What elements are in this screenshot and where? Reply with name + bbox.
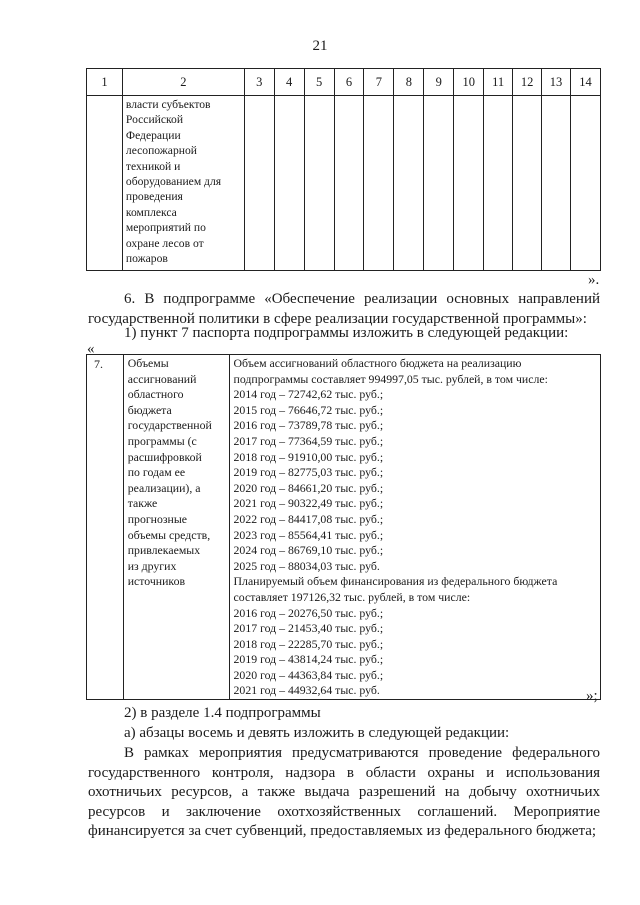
- header-cell: 14: [570, 69, 600, 96]
- opening-quote: «: [87, 341, 95, 357]
- regional-intro-line: Объем ассигнований областного бюджета на реализацию: [233, 356, 522, 370]
- table-cell: [334, 96, 364, 271]
- federal-year-line: 2018 год – 22285,70 тыс. руб.;: [233, 636, 384, 651]
- table-cell: [454, 96, 484, 271]
- federal-year-line: 2016 год – 20276,50 тыс. руб.;: [233, 605, 384, 620]
- item-number: 7.: [94, 357, 103, 371]
- header-cell: 5: [304, 69, 334, 96]
- header-cell: 2: [122, 69, 244, 96]
- regional-year-line: 2017 год – 77364,59 тыс. руб.;: [233, 433, 384, 448]
- page-number: 21: [312, 38, 328, 54]
- header-cell: 1: [87, 69, 123, 96]
- table-cell: [87, 355, 124, 700]
- table-cell: [122, 96, 244, 271]
- header-cell: 7: [364, 69, 394, 96]
- table-continuation: [86, 68, 601, 271]
- paragraph-6: 6. В подпрограмме «Обеспечение реализации основных направлений государственной политики в сфере реализации государственной программы»:: [88, 291, 600, 327]
- table-cell: [229, 355, 600, 700]
- federal-year-line: 2020 год – 44363,84 тыс. руб.;: [233, 667, 384, 682]
- paragraph-main: В рамках мероприятия предусматриваются проведение федерального государственного контроля, надзора в области охраны и использования охотничьих ресурсов, а также выдача разрешений на добычу охотничьих ресурсов и заключение охотхозяйственных соглашений. Мероприятие финансируется за счет субвенций, предоставляемых из федерального бюджета;: [88, 745, 600, 840]
- regional-year-line: 2023 год – 85564,41 тыс. руб.;: [233, 527, 384, 542]
- regional-intro-line: подпрограммы составляет 994997,05 тыс. рублей, в том числе:: [233, 371, 548, 386]
- paragraph-2: 2) в разделе 1.4 подпрограммы: [124, 705, 321, 721]
- item-name: Объемы ассигнований областного бюджета государственной программы (с расшифровкой по годам ее реализации), а также прогнозные объемы средств, привлекаемых из других источников: [127, 356, 212, 589]
- header-cell: 13: [542, 69, 571, 96]
- table-cell: [244, 96, 274, 271]
- regional-year-line: 2024 год – 86769,10 тыс. руб.;: [233, 543, 384, 558]
- header-cell: 11: [484, 69, 513, 96]
- header-cell: 8: [394, 69, 424, 96]
- table-cell: [274, 96, 304, 271]
- header-cell: 10: [454, 69, 484, 96]
- header-cell: 3: [244, 69, 274, 96]
- regional-year-line: 2022 год – 84417,08 тыс. руб.;: [233, 511, 384, 526]
- regional-year-line: 2025 год – 88034,03 тыс. руб.: [233, 558, 380, 573]
- regional-year-line: 2020 год – 84661,20 тыс. руб.;: [233, 480, 384, 495]
- table-cell: [304, 96, 334, 271]
- table-cell: [87, 96, 123, 271]
- federal-year-line: 2021 год – 44932,64 тыс. руб.: [233, 683, 380, 698]
- federal-intro-line: составляет 197126,32 тыс. рублей, в том числе:: [233, 589, 471, 604]
- table-row: [87, 355, 601, 700]
- table-row: [87, 96, 601, 271]
- table-cell: [424, 96, 454, 271]
- table-header-row: [87, 69, 601, 96]
- regional-year-line: 2021 год – 90322,49 тыс. руб.;: [233, 496, 384, 511]
- regional-year-line: 2015 год – 76646,72 тыс. руб.;: [233, 402, 384, 417]
- regional-year-line: 2016 год – 73789,78 тыс. руб.;: [233, 418, 384, 433]
- table-cell: [364, 96, 394, 271]
- closing-quote: ».: [588, 272, 600, 288]
- closing-quote-2: »;: [586, 688, 598, 704]
- federal-year-line: 2017 год – 21453,40 тыс. руб.;: [233, 621, 384, 636]
- item-content: [230, 355, 600, 699]
- header-cell: 4: [274, 69, 304, 96]
- regional-year-line: 2018 год – 91910,00 тыс. руб.;: [233, 449, 384, 464]
- header-cell: 9: [424, 69, 454, 96]
- federal-intro-line: Планируемый объем финансирования из федерального бюджета: [233, 574, 558, 589]
- row-description: власти субъектов Российской Федерации лесопожарной техникой и оборудованием для проведения комплекса мероприятий по охране лесов от пожаров: [125, 98, 222, 266]
- table-cell: [394, 96, 424, 271]
- header-cell: 6: [334, 69, 364, 96]
- regional-year-line: 2019 год – 82775,03 тыс. руб.;: [233, 465, 384, 480]
- regional-year-line: 2014 год – 72742,62 тыс. руб.;: [233, 387, 384, 402]
- paragraph-a: а) абзацы восемь и девять изложить в следующей редакции:: [124, 725, 510, 741]
- table-cell: [570, 96, 600, 271]
- table-cell: [513, 96, 542, 271]
- table-cell: [484, 96, 513, 271]
- header-cell: 12: [513, 69, 542, 96]
- paragraph-6-1: 1) пункт 7 паспорта подпрограммы изложить в следующей редакции:: [124, 325, 569, 341]
- federal-year-line: 2019 год – 43814,24 тыс. руб.;: [233, 652, 384, 667]
- passport-table: [86, 354, 601, 700]
- table-cell: [542, 96, 571, 271]
- table-cell: [123, 355, 229, 700]
